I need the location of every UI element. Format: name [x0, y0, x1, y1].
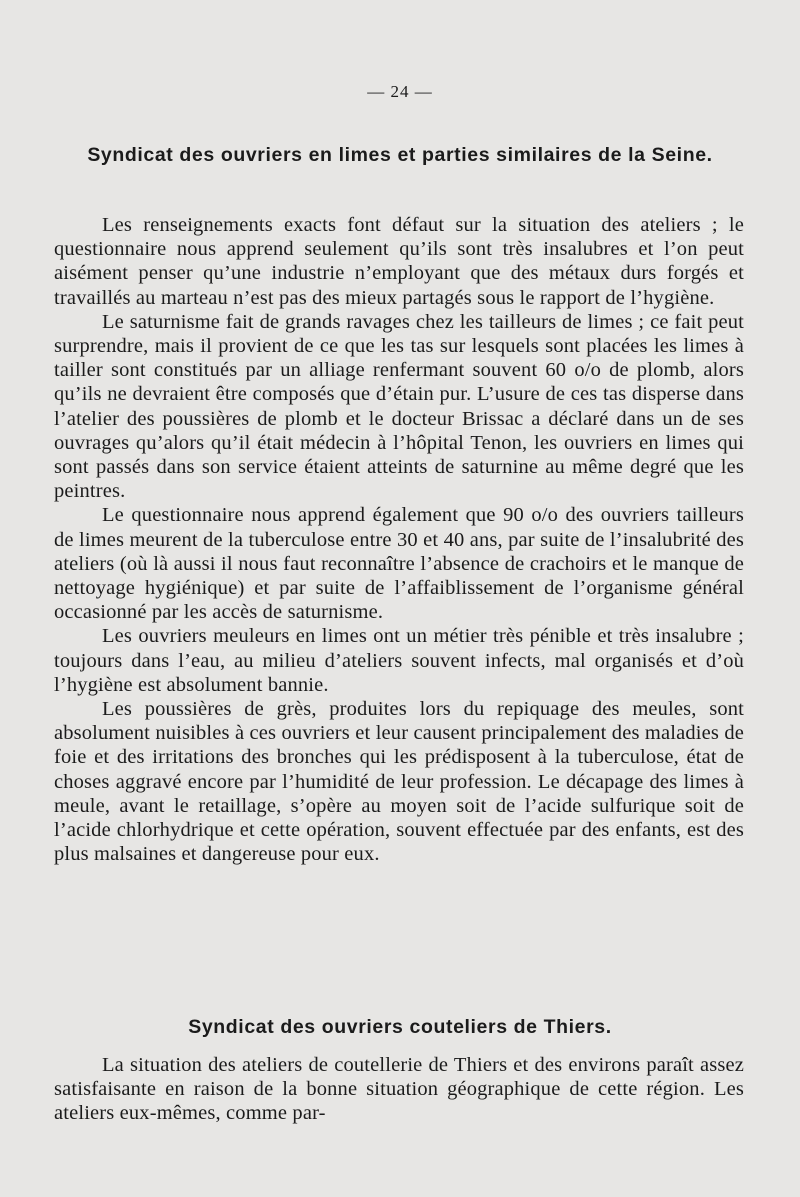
paragraph: Le saturnisme fait de grands ravages chez les tailleurs de limes ; ce fait peut surprendre, mais il provient de ce que les tas sur lesquels sont placées les limes à tailler sont constitués par un alliage renfermant souvent 60 o/o de plomb, alors qu’ils ne devraient être composés que d’étain pur. L’usure de ces tas disperse dans l’atelier des poussières de plomb et le docteur Brissac a déclaré dans un de ses ouvrages qu’alors qu’il était médecin à l’hôpital Tenon, les ouvriers en limes qui sont passés dans son service étaient atteints de saturnine au même degré que les peintres. — [54, 310, 744, 503]
page-number: — 24 — — [367, 82, 433, 101]
section-heading-thiers: Syndicat des ouvriers couteliers de Thiers. — [188, 1016, 612, 1038]
section-body-thiers — [54, 1053, 744, 1126]
paragraph: Les renseignements exacts font défaut sur la situation des ateliers ; le questionnaire nous apprend seulement qu’ils sont très insalubres et l’on peut aisément penser qu’une industrie n’employant que des métaux durs forgés et travaillés au marteau n’est pas des mieux partagés sous le rapport de l’hygiène. — [54, 214, 744, 309]
paragraph: Les poussières de grès, produites lors du repiquage des meules, sont absolument nuisibles à ces ouvriers et leur causent principalement des maladies de foie et des irritations des bronches qui les prédisposent à la tuberculose, état de choses aggravé encore par l’humidité de leur profession. Le décapage des limes à meule, avant le retaillage, s’opère au moyen soit de l’acide sulfurique soit de l’acide chlorhydrique et cette opération, souvent effectuée par des enfants, est des plus malsaines et dangereuse pour eux. — [54, 698, 744, 866]
paragraph: Le questionnaire nous apprend également que 90 o/o des ouvriers tailleurs de limes meurent de la tuberculose entre 30 et 40 ans, par suite de l’insalubrité des ateliers (où là aussi il nous faut reconnaître l’absence de crachoirs et le manque de nettoyage hygiénique) et par suite de l’affaiblissement de l’organisme général occasionné par les accès de saturnisme. — [54, 504, 744, 624]
section-body-limes — [54, 213, 744, 866]
paragraph: La situation des ateliers de coutellerie de Thiers et des environs paraît assez satisfaisante en raison de la bonne situation géographique de cette région. Les ateliers eux-mêmes, comme par- — [54, 1054, 744, 1125]
section-heading-limes: Syndicat des ouvriers en limes et parties similaires de la Seine. — [87, 144, 713, 166]
paragraph: Les ouvriers meuleurs en limes ont un métier très pénible et très insalubre ; toujours dans l’eau, au milieu d’ateliers souvent infects, mal organisés et d’où l’hygiène est absolument bannie. — [54, 625, 744, 696]
